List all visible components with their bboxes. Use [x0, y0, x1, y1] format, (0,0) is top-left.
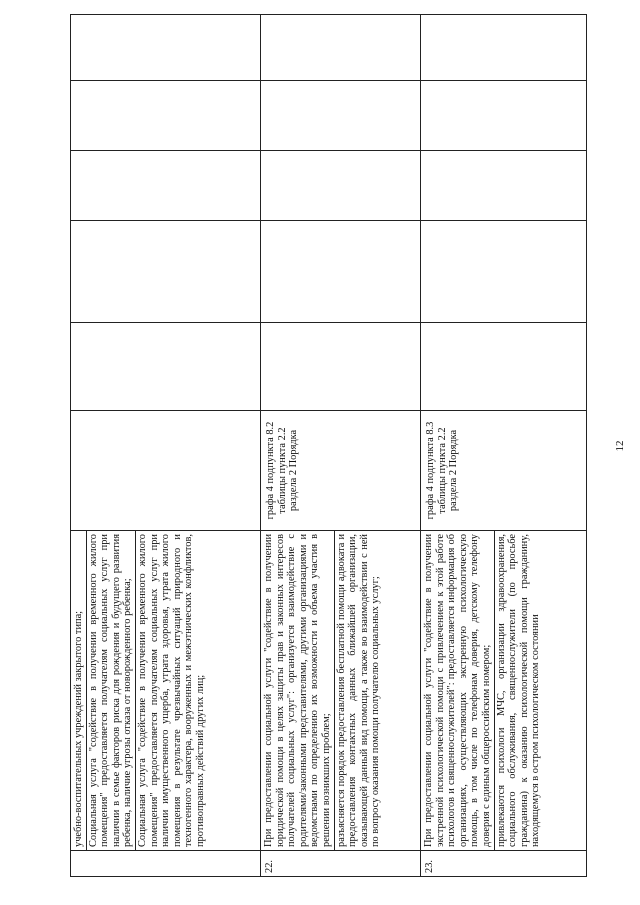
- requirements-table: [70, 14, 587, 877]
- empty-cell: [421, 323, 587, 411]
- text-block: При предоставлении социальной услуги "содействие в получении экстренной психологической помощи с привлечением к этой работе психологов и священнослужителей": предоставляется информация об организациях, осуществляющих экстренную психологическую помощь, в том числе по телефонам доверия, детскому телефону доверия с единым общероссийским номером;: [423, 534, 492, 847]
- text-block: разъясняется порядок предоставления бесплатной помощи адвоката и предоставления контактных данных ближайшей организации, оказывающей данный вид помощи, а также во взаимодействии с ней по вопросу оказания помощи получателю социальных услуг;: [334, 531, 383, 850]
- rotated-page: [70, 15, 586, 877]
- empty-cell: [71, 151, 261, 221]
- empty-cell: [421, 15, 587, 81]
- text-block: Социальная услуга "содействие в получении временного жилого помещения" предоставляется получателям социальных услуг при наличии имущественного ущерба, утрата здоровья, утрата жилого помещения в результате чрезвычайных ситуаций природного и техногенного характера, вооруженных и межэтнических конфликтов, противоправных действий других лиц;: [135, 531, 208, 850]
- empty-cell: [421, 221, 587, 323]
- service-description: [261, 531, 421, 851]
- text-block: учебно-воспитательных учреждений закрытого типа;: [73, 610, 84, 847]
- empty-cell: [421, 81, 587, 151]
- service-description: [71, 531, 261, 851]
- text-block: Социальная услуга "содействие в получении временного жилого помещения" предоставляется получателям социальных услуг при наличии в семье факторов риска для рождения и будущего развития ребенка, наличие угрозы отказа от новорожденного ребенка;: [86, 531, 135, 850]
- table-row: [261, 15, 421, 877]
- text-block: При предоставлении социальной услуги "содействие в получении юридической помощи в целях защиты прав и законных интересов получателей социальных услуг": организуется взаимодействие с родителями/законными представителями, другими организациями и ведомствами по определению их возможности и объема участия в решении возникших проблем;: [263, 534, 332, 847]
- table-row: [71, 15, 261, 877]
- text-block: привлекаются психологи МЧС, организации здравоохранения, социального обслуживания, священнослужители (по просьбе гражданина) к оказанию психологической помощи гражданину, находящемуся в остром психологическом состоянии: [494, 531, 543, 850]
- empty-cell: [71, 15, 261, 81]
- empty-cell: [261, 15, 421, 81]
- source-reference: [71, 411, 261, 531]
- source-reference: графа 4 подпункта 8.3 таблицы пункта 2.2 раздела 2 Порядка: [421, 411, 587, 531]
- source-reference: графа 4 подпункта 8.2 таблицы пункта 2.2 раздела 2 Порядка: [261, 411, 421, 531]
- row-number: 23.: [421, 851, 587, 877]
- empty-cell: [71, 81, 261, 151]
- empty-cell: [261, 221, 421, 323]
- empty-cell: [71, 323, 261, 411]
- page-number: 12: [614, 440, 626, 452]
- service-description: [421, 531, 587, 851]
- table-row: [421, 15, 587, 877]
- empty-cell: [261, 323, 421, 411]
- row-number: 22.: [261, 851, 421, 877]
- empty-cell: [261, 81, 421, 151]
- empty-cell: [71, 221, 261, 323]
- empty-cell: [261, 151, 421, 221]
- empty-cell: [421, 151, 587, 221]
- row-number: [71, 851, 261, 877]
